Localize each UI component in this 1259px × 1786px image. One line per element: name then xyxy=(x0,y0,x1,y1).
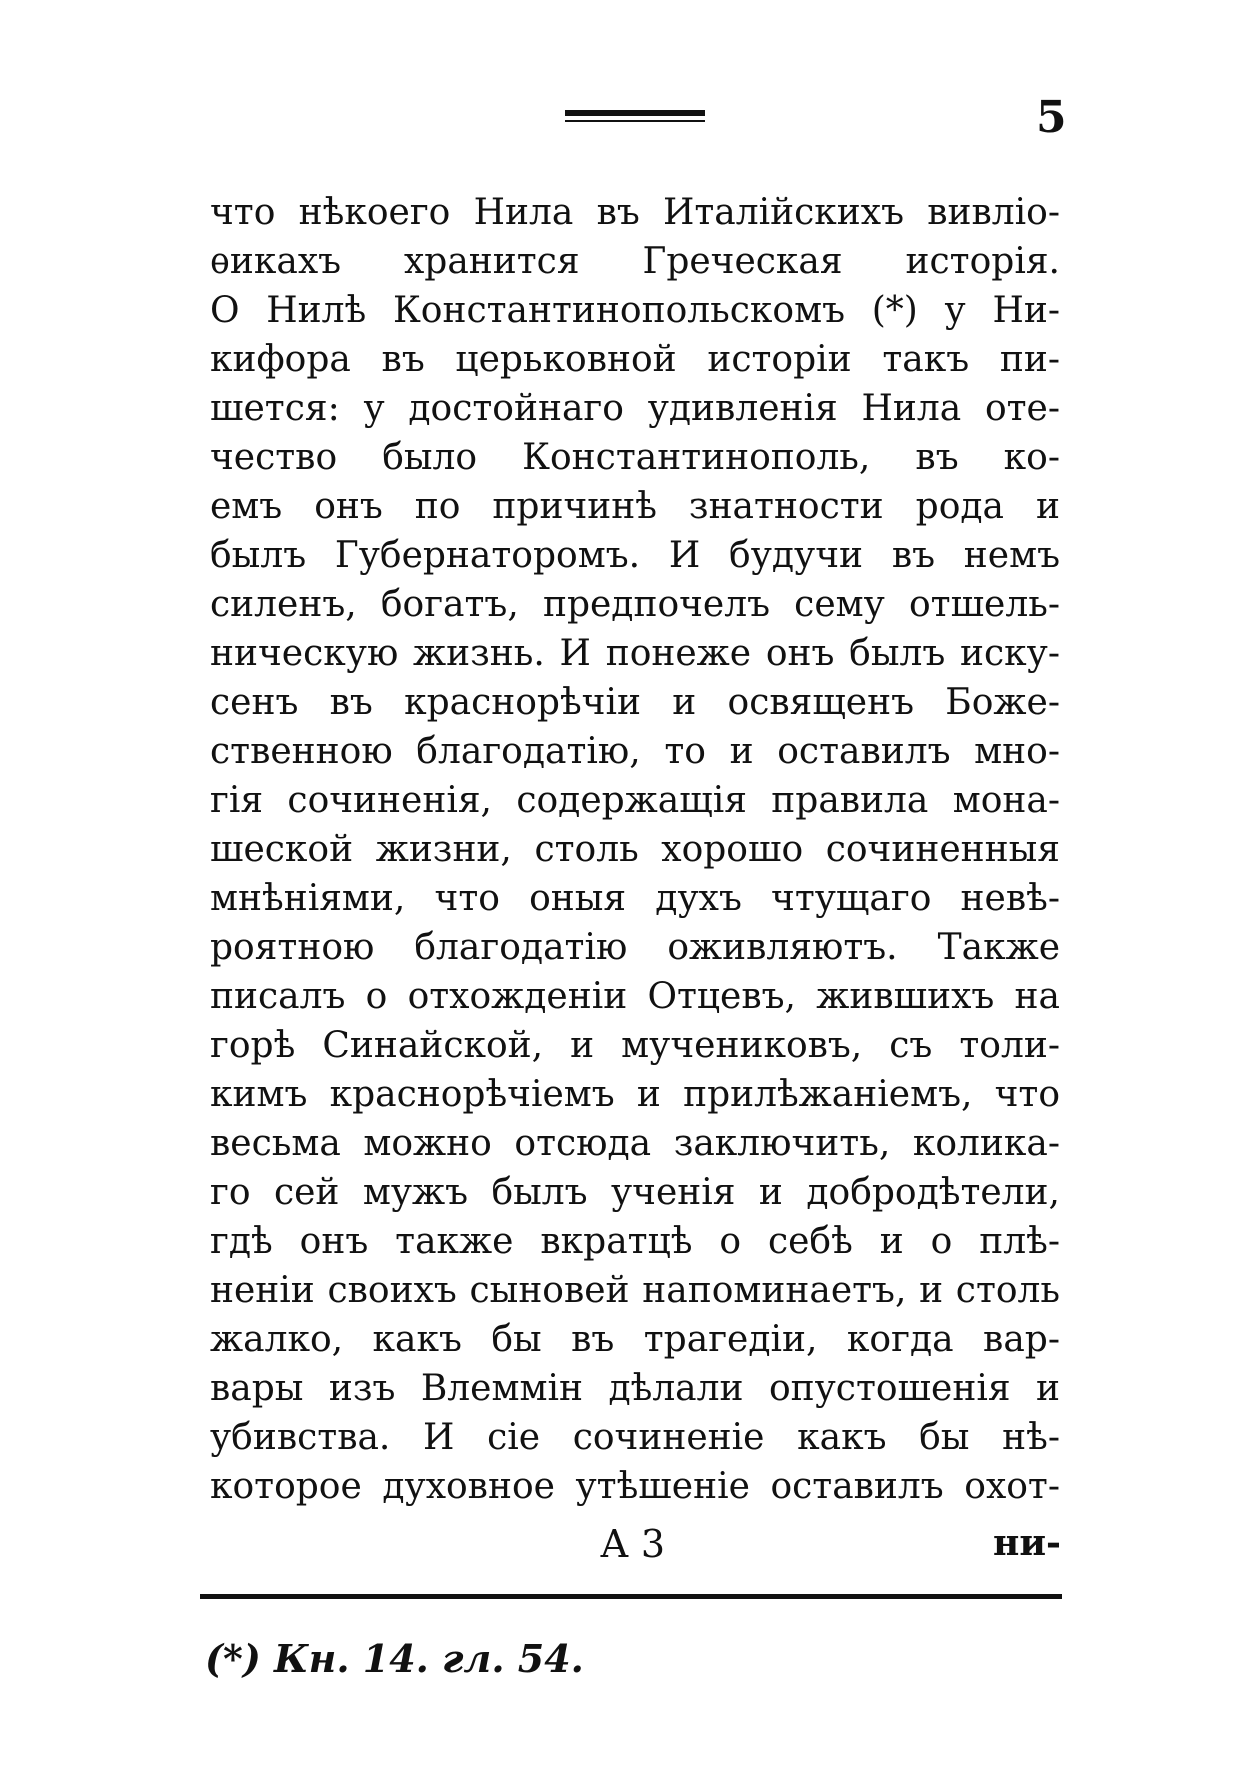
text-line: кифора въ церьковной исторіи такъ пи- xyxy=(210,339,1060,380)
text-line: что нѣкоего Нила въ Италійскихъ вивліо- xyxy=(210,192,1060,233)
header-rule-thin xyxy=(565,120,705,122)
text-line: гдѣ онъ также вкратцѣ о себѣ и о плѣ- xyxy=(210,1221,1060,1262)
text-line: гія сочиненія, содержащія правила мона- xyxy=(210,780,1060,821)
text-line: горѣ Синайской, и мучениковъ, съ толи- xyxy=(210,1025,1060,1066)
text-line: го сей мужъ былъ ученія и добродѣтели, xyxy=(210,1172,1060,1213)
catchword: ни- xyxy=(993,1522,1061,1564)
text-line: писалъ о отхожденіи Отцевъ, жившихъ на xyxy=(210,976,1060,1017)
text-line: чество было Константинополь, въ ко- xyxy=(210,437,1060,478)
text-line: О Нилѣ Константинопольскомъ (*) у Ни- xyxy=(210,290,1060,331)
page-number: 5 xyxy=(1036,92,1067,143)
text-line: шется: у достойнаго удивленія Нила оте- xyxy=(210,388,1060,429)
text-line: былъ Губернаторомъ. И будучи въ немъ xyxy=(210,535,1060,576)
signature-mark: А 3 xyxy=(600,1522,666,1566)
footnote-rule-line xyxy=(200,1594,1062,1599)
text-line: емъ онъ по причинѣ знатности рода и xyxy=(210,486,1060,527)
body-text xyxy=(210,188,1060,1511)
text-line: силенъ, богатъ, предпочелъ сему отшель- xyxy=(210,584,1060,625)
text-line: ническую жизнь. И понеже онъ былъ иску- xyxy=(210,633,1060,674)
footnote-rule xyxy=(200,1594,1062,1600)
text-line: неніи своихъ сыновей напоминаетъ, и столь xyxy=(210,1270,1060,1311)
text-line: жалко, какъ бы въ трагедіи, когда вар- xyxy=(210,1319,1060,1360)
text-line: которое духовное утѣшеніе оставилъ охот- xyxy=(210,1466,1060,1507)
text-line: убивства. И сіе сочиненіе какъ бы нѣ- xyxy=(210,1417,1060,1458)
text-line: мнѣніями, что оныя духъ чтущаго невѣ- xyxy=(210,878,1060,919)
text-line: ственною благодатію, то и оставилъ мно- xyxy=(210,731,1060,772)
text-line: шеской жизни, столь хорошо сочиненныя xyxy=(210,829,1060,870)
header-rule-thick xyxy=(565,110,705,116)
header-double-rule xyxy=(565,110,705,126)
text-line: вары изъ Влеммін дѣлали опустошенія и xyxy=(210,1368,1060,1409)
text-line: весьма можно отсюда заключить, колика- xyxy=(210,1123,1060,1164)
text-line: кимъ краснорѣчіемъ и прилѣжаніемъ, что xyxy=(210,1074,1060,1115)
text-line: сенъ въ краснорѣчіи и освященъ Боже- xyxy=(210,682,1060,723)
footnote: (*) Кн. 14. гл. 54. xyxy=(205,1636,584,1681)
text-line: роятною благодатію оживляютъ. Также xyxy=(210,927,1060,968)
text-line: ѳикахъ хранится Греческая исторія. xyxy=(210,241,1060,282)
